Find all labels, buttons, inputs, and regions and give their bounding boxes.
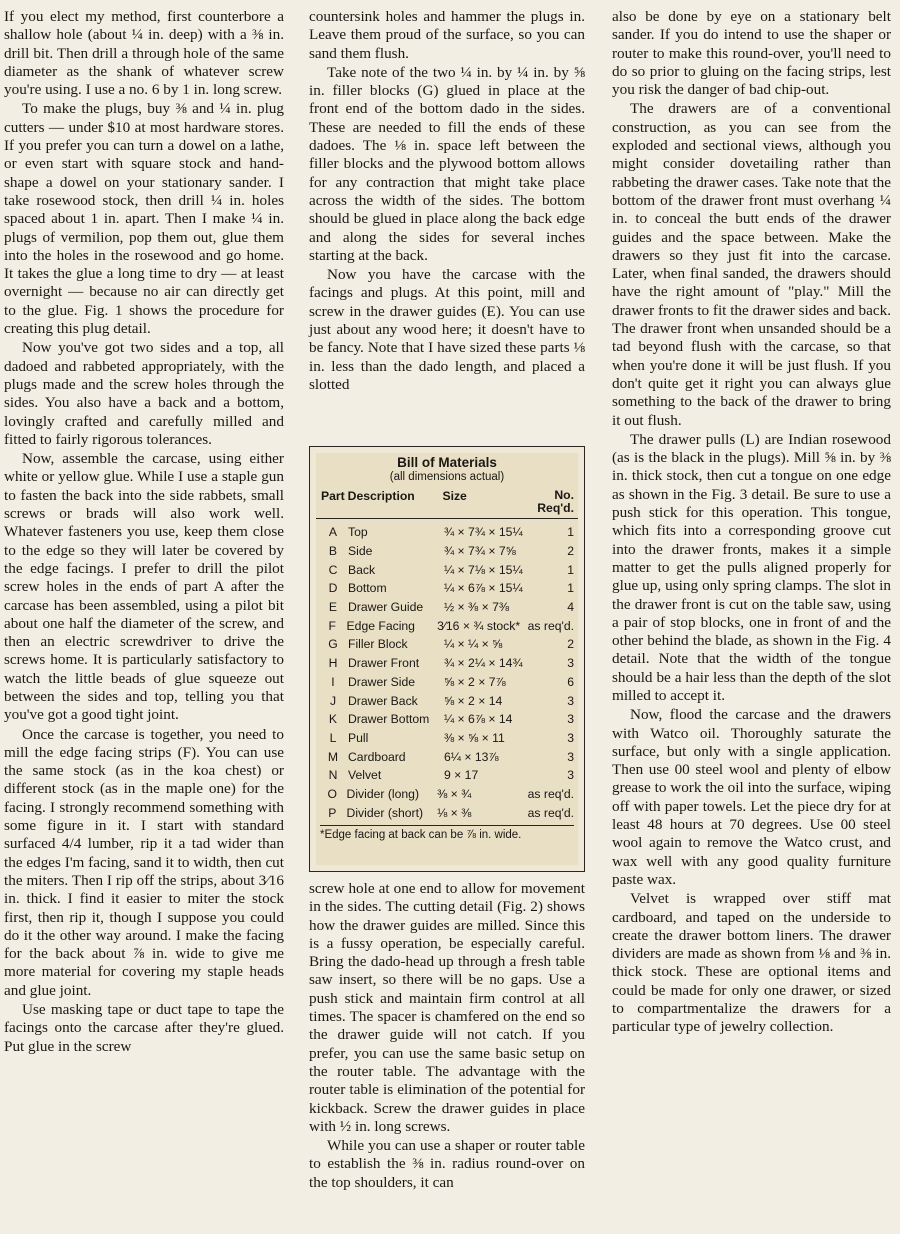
paragraph: Now you have the carcase with the facings and plugs. At this point, mill and screw in the drawer guides (E). You can use just about any wood here; it doesn't have to be fancy. Note that I have sized these parts ⅛ in. less than the dado length, and placed a slotted (309, 266, 585, 393)
paragraph: The drawer pulls (L) are Indian rosewood (as is the black in the plugs). Mill ⅝ in. by ⅜ in. thick stock, then cut a tongue on one edge as shown in the Fig. 3 detail. Be sure to use a push stick for this operation. This tongue, which fits into a corresponding groove cut into the drawer fronts, makes it a simple matter to get the pulls aligned properly for glue up, using only spring clamps. The slot in the drawer front is cut on the table saw, using a pair of stop blocks, one in front of and the other behind the blade, as shown in the Fig. 4 detail. Note that the width of the tongue should be a hair less than the depth of the slot milled to accept it. (612, 430, 891, 704)
cell-part: I (331, 674, 335, 689)
table-row (320, 542, 574, 561)
cell-qty: 3 (567, 749, 574, 764)
header-qty: No. Req'd. (537, 488, 574, 515)
cell-description: Cardboard (348, 749, 406, 764)
table-row (320, 710, 574, 729)
table-row (320, 598, 574, 617)
cell-part: F (328, 618, 336, 633)
cell-qty: 1 (567, 525, 574, 540)
paragraph: If you elect my method, first counterbore a shallow hole (about ¼ in. deep) with a ⅜ in. drill bit. Then drill a through hole of the same diameter as the shank of whatever screw you're using. I use a no. 6 by 1 in. long screw. (4, 8, 284, 99)
cell-qty: 3 (567, 712, 574, 727)
table-row (320, 579, 574, 598)
table-row (320, 803, 574, 822)
cell-description: Drawer Guide (348, 600, 424, 615)
paragraph: Now you've got two sides and a top, all dadoed and rabbeted appropriately, with the plugs made and the screw holes through the sides. You also have a back and a bottom, lovingly crafted and carefully milled and fitted to fairly rigorous tolerances. (4, 339, 284, 448)
cell-description: Pull (348, 730, 369, 745)
cell-description: Filler Block (348, 637, 408, 652)
cell-part: A (328, 525, 338, 540)
paragraph: To make the plugs, buy ⅜ and ¼ in. plug cutters — under $10 at most hardware stores. If you prefer you can turn a dowel on a lathe, or even start with square stock and hand-shape a dowel on your stationary sander. I take rosewood stock, then drill ¼ in. holes spaced about 1 in. apart. Then I make ¼ in. plugs of vermilion, pop them out, glue them into the holes in the rosewood and go home. It takes the glue a long time to dry — at least overnight — because no air can directly get to the glue. Fig. 1 shows the procedure for creating this plug detail. (4, 100, 284, 338)
cell-qty: 3 (567, 768, 574, 783)
cell-size: 3⁄16 × ¾ stock* (437, 618, 521, 633)
cell-description: Back (348, 562, 376, 577)
cell-description: Drawer Bottom (348, 712, 430, 727)
cell-qty: 1 (567, 581, 574, 596)
cell-size: ¾ × 7¾ × 15¼ (444, 525, 523, 540)
cell-part: J (329, 693, 337, 708)
cell-part: H (328, 656, 338, 671)
cell-description: Drawer Side (348, 674, 416, 689)
paragraph: countersink holes and hammer the plugs in. Leave them proud of the surface, so you can sand them flush. (309, 8, 585, 62)
table-footnote: *Edge facing at back can be ⅞ in. wide. (320, 825, 574, 841)
cell-size: ¾ × 7¾ × 7⅝ (444, 544, 516, 559)
cell-qty: 2 (567, 637, 574, 652)
cell-size: ⅝ × 2 × 14 (444, 693, 503, 708)
cell-qty: as req'd. (527, 786, 574, 801)
paragraph: Now, flood the carcase and the drawers with Watco oil. Thoroughly saturate the surface, but only with a single application. Then use 00 steel wool and plenty of elbow grease to work the oil into the surface, wiping off with paper towels. Let the piece dry for at least 48 hours at 70 degrees. Use 00 steel wool again to remove the Watco crust, and wax well with any good quality furniture paste wax. (612, 706, 891, 888)
cell-size: ¼ × 6⅞ × 15¼ (444, 581, 523, 596)
cell-qty: 3 (567, 693, 574, 708)
cell-description: Drawer Front (348, 656, 420, 671)
cell-part: N (328, 768, 338, 783)
table-body (316, 519, 578, 822)
cell-qty: 4 (567, 600, 574, 615)
table-row (320, 691, 574, 710)
table-row (320, 766, 574, 785)
paragraph: Take note of the two ¼ in. by ¼ in. by ⅝ in. filler blocks (G) glued in place at the front end of the bottom dado in the sides. These are needed to fill the ends of these dadoes. The ⅛ in. space left between the filler blocks and the plywood bottom allows for any contraction that might take place across the width of the sides. The bottom should be glued in place along the back edge and along the sides for several inches starting at the back. (309, 63, 585, 264)
cell-part: K (328, 712, 338, 727)
cell-description: Side (348, 544, 373, 559)
table-row (320, 673, 574, 692)
cell-part: E (328, 600, 338, 615)
table-row (320, 635, 574, 654)
cell-description: Velvet (348, 768, 382, 783)
cell-qty: 2 (567, 544, 574, 559)
cell-part: B (328, 544, 338, 559)
table-title: Bill of Materials (397, 455, 497, 470)
cell-part: C (328, 562, 338, 577)
cell-qty: as req'd. (527, 805, 574, 820)
cell-size: ¾ × 2¼ × 14¾ (444, 656, 523, 671)
cell-size: ⅝ × 2 × 7⅞ (444, 674, 506, 689)
text-column-2-bottom (309, 880, 585, 1192)
header-description: Description (347, 489, 415, 503)
table-row (320, 785, 574, 804)
cell-qty: 6 (567, 674, 574, 689)
text-column-2-top (309, 8, 585, 394)
header-part: Part (320, 489, 345, 503)
cell-part: M (327, 749, 339, 764)
header-size: Size (442, 489, 467, 503)
text-column-3 (612, 8, 891, 1037)
table-row (320, 560, 574, 579)
paragraph: While you can use a shaper or router table to establish the ⅜ in. radius round-over on the top shoulders, it can (309, 1137, 585, 1191)
bill-of-materials-table (309, 446, 585, 872)
table-row (320, 729, 574, 748)
paragraph: The drawers are of a conventional construction, as you can see from the exploded and sectional views, although you might consider dovetailing rather than rabbeting the drawer cases. Take note that the bottom of the drawer front must overhang ¼ in. to conceal the butt ends of the drawer guides and the space between. Make the drawers so they just fit into the carcase. Later, when final sanded, the drawers should have the right amount of "play." Mill the drawer fronts to fit the drawer sides and back. The drawer front when unsanded should be a tad beyond flush with the carcase, so that when you're done it will be just flush. If you don't quite get it right you can always glue something to the back of the drawer to bring it out flush. (612, 100, 891, 429)
table-row (320, 616, 574, 635)
cell-size: ⅜ × ⅝ × 11 (444, 730, 505, 745)
cell-part: P (328, 805, 337, 820)
paragraph: Once the carcase is together, you need to mill the edge facing strips (F). You can use the same stock (as in the koa chest) or different stock (as in the maple one) for the facing. I strongly recommend something with some figure in it. I start with standard surfaced 4/4 lumber, rip it a tad wider than the edges I'm facing, sand it to width, then cut the miters. Then I rip off the strips, about 3⁄16 in. thick. I find it easier to miter the stock first, then rip it, though I suppose you could do it the other way around. I make the facing for the back about ⅞ in. wide to give me more material for covering my staple heads and glue joint. (4, 725, 284, 999)
cell-size: ⅛ × ⅜ (437, 805, 472, 820)
cell-qty: 3 (567, 656, 574, 671)
cell-part: D (328, 581, 338, 596)
paragraph: Velvet is wrapped over stiff mat cardboard, and taped on the underside to create the drawer bottom liners. The drawer dividers are made as shown from ⅛ and ⅜ in. thick stock. These are optional items and could be made for only one drawer, or sized to compartmentalize the drawers for a particular type of jewelry collection. (612, 890, 891, 1036)
cell-description: Divider (short) (346, 805, 424, 820)
table-row (320, 747, 574, 766)
cell-part: L (329, 730, 337, 745)
cell-description: Drawer Back (348, 693, 418, 708)
cell-part: G (328, 637, 338, 652)
cell-size: ¼ × ¼ × ⅝ (444, 637, 503, 652)
cell-description: Bottom (348, 581, 387, 596)
paragraph: also be done by eye on a stationary belt sander. If you do intend to use the shaper or router to make this round-over, you'll need to do so prior to gluing on the facing strips, lest you risk the danger of bad chip-out. (612, 8, 891, 99)
table-subtitle: (all dimensions actual) (389, 471, 505, 483)
paragraph: screw hole at one end to allow for movement in the sides. The cutting detail (Fig. 2) shows how the drawer guides are milled. Since this is a fussy operation, be especially careful. Bring the dado-head up through a fresh table saw insert, so there will be no gaps. Use a push stick and maintain firm control at all times. The spacer is chamfered on the end so the drawer guide will not catch. If you prefer, you can use the same basic setup on the router table. The advantage with the router table is elimination of the potential for kickback. Screw the drawer guides in place with ½ in. long screws. (309, 880, 585, 1135)
cell-size: 6¼ × 13⅞ (444, 749, 499, 764)
cell-size: 9 × 17 (444, 768, 479, 783)
cell-size: ⅜ × ¾ (437, 786, 472, 801)
table-row (320, 654, 574, 673)
text-column-1 (4, 8, 284, 1056)
cell-size: ¼ × 6⅞ × 14 (444, 712, 513, 727)
cell-size: ½ × ⅜ × 7⅜ (444, 600, 510, 615)
cell-qty: as req'd. (527, 618, 574, 633)
paragraph: Use masking tape or duct tape to tape the facings onto the carcase after they're glued. Put glue in the screw (4, 1001, 284, 1055)
cell-description: Divider (long) (346, 786, 420, 801)
paragraph: Now, assemble the carcase, using either white or yellow glue. While I use a staple gun to fasten the back into the side rabbets, small screws or brads will also work well. Whatever fasteners you use, keep them close to the edge so they will later be covered by the edge facings. I prefer to drill the pilot screw holes in the ends of part A after the carcase has been assembled, using a pilot bit about one half the diameter of the screw, and then an electric screwdriver to drive the screws home. It is particularly satisfactory to watch the little beads of glue squeeze out between the sides and top, telling you that you've got a good tight joint. (4, 450, 284, 724)
cell-description: Top (348, 525, 368, 540)
cell-qty: 1 (567, 562, 574, 577)
table-header-row (316, 489, 578, 519)
cell-part: O (327, 786, 337, 801)
cell-description: Edge Facing (346, 618, 415, 633)
cell-size: ¼ × 7⅛ × 15¼ (444, 562, 523, 577)
cell-qty: 3 (567, 730, 574, 745)
table-row (320, 523, 574, 542)
